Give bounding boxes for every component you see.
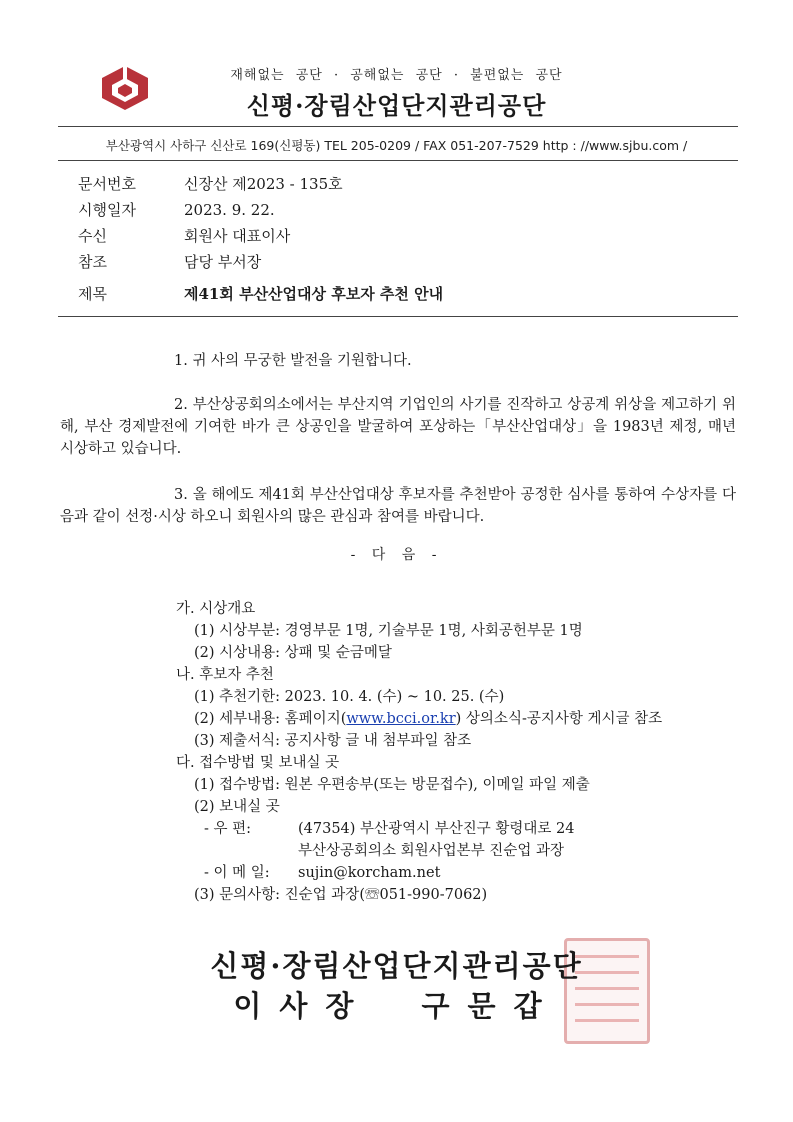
- award-contents: (2) 시상내용: 상패 및 순금메달: [194, 645, 392, 661]
- nomination-deadline: (1) 추천기한: 2023. 10. 4. (수) ~ 10. 25. (수): [194, 689, 505, 705]
- post-address-2: 부산상공회의소 회원사업본부 진순업 과장: [298, 843, 564, 859]
- reference-label: 참조: [78, 253, 107, 271]
- contact-line: 부산광역시 사하구 신산로 169(신평동) TEL 205-0209 / FAX 051-207-7529 http : //www.sjbu.com /: [105, 138, 688, 153]
- signature-name: 이사장 구문갑: [233, 989, 560, 1023]
- paragraph-1: 1. 귀 사의 무궁한 발전을 기원합니다.: [174, 353, 412, 369]
- recipient-row: [78, 224, 290, 248]
- reference-row: [78, 250, 261, 274]
- recipient: 회원사 대표이사: [184, 227, 291, 245]
- submission-form: (3) 제출서식: 공지사항 글 내 첨부파일 참조: [194, 733, 472, 749]
- issue-date: 2023. 9. 22.: [184, 201, 275, 219]
- org-title: 신평·장림산업단지관리공단: [246, 91, 547, 120]
- bcci-homepage-link[interactable]: www.bcci.or.kr: [346, 711, 456, 727]
- subject-label: 제목: [78, 285, 107, 303]
- paragraph-2: 2. 부산상공회의소에서는 부산지역 기업인의 사기를 진작하고 상공계 위상을 제고하기 위해, 부산 경제발전에 기여한 바가 큰 상공인을 발굴하여 포상하는「부산산업대상」을 1983년 제정, 매년 시상하고 있습니다.: [60, 397, 736, 457]
- date-row: [78, 198, 275, 222]
- section-ga: 가. 시상개요: [176, 601, 256, 617]
- section-da: 다. 접수방법 및 보내실 곳: [176, 755, 340, 771]
- section-na: 나. 후보자 추천: [176, 667, 274, 683]
- post-address-1: (47354) 부산광역시 부산진구 황령대로 24: [298, 821, 575, 837]
- submission-method: (1) 접수방법: 원본 우편송부(또는 방문접수), 이메일 파일 제출: [194, 777, 590, 793]
- detail-info: [194, 708, 662, 730]
- header-rule-bottom: [58, 160, 738, 161]
- recipient-label: 수신: [78, 227, 107, 245]
- detail-info-prefix: (2) 세부내용: 홈페이지(: [194, 711, 347, 727]
- subject-row: [78, 282, 443, 306]
- signature-org: 신평·장림산업단지관리공단: [210, 949, 583, 983]
- detail-info-suffix: ) 상의소식-공지사항 게시글 참조: [455, 711, 663, 727]
- post-label: - 우 편:: [204, 821, 252, 837]
- award-categories: (1) 시상부분: 경영부문 1명, 기술부문 1명, 사회공헌부문 1명: [194, 623, 583, 639]
- date-label: 시행일자: [78, 201, 136, 219]
- slogan: 재해없는 공단 · 공해없는 공단 · 불편없는 공단: [230, 68, 563, 83]
- subject: 제41회 부산산업대상 후보자 추천 안내: [184, 285, 444, 303]
- header-rule-top: [58, 126, 738, 127]
- send-to: (2) 보내실 곳: [194, 799, 280, 815]
- next-marker: - 다 음 -: [350, 547, 443, 563]
- doc-number: 신장산 제2023 - 135호: [184, 175, 343, 193]
- doc-number-label: 문서번호: [78, 175, 136, 193]
- reference: 담당 부서장: [184, 253, 262, 271]
- inquiry-contact: (3) 문의사항: 진순업 과장(☏051-990-7062): [194, 887, 488, 903]
- email-label: - 이 메 일:: [204, 865, 270, 881]
- doc-number-row: [78, 172, 343, 196]
- paragraph-3: 3. 올 해에도 제41회 부산산업대상 후보자를 추천받아 공정한 심사를 통하여 수상자를 다음과 같이 선정·시상 하오니 회원사의 많은 관심과 참여를 바랍니다.: [60, 487, 736, 525]
- email-address[interactable]: sujin@korcham.net: [298, 865, 441, 881]
- subject-rule: [58, 316, 738, 317]
